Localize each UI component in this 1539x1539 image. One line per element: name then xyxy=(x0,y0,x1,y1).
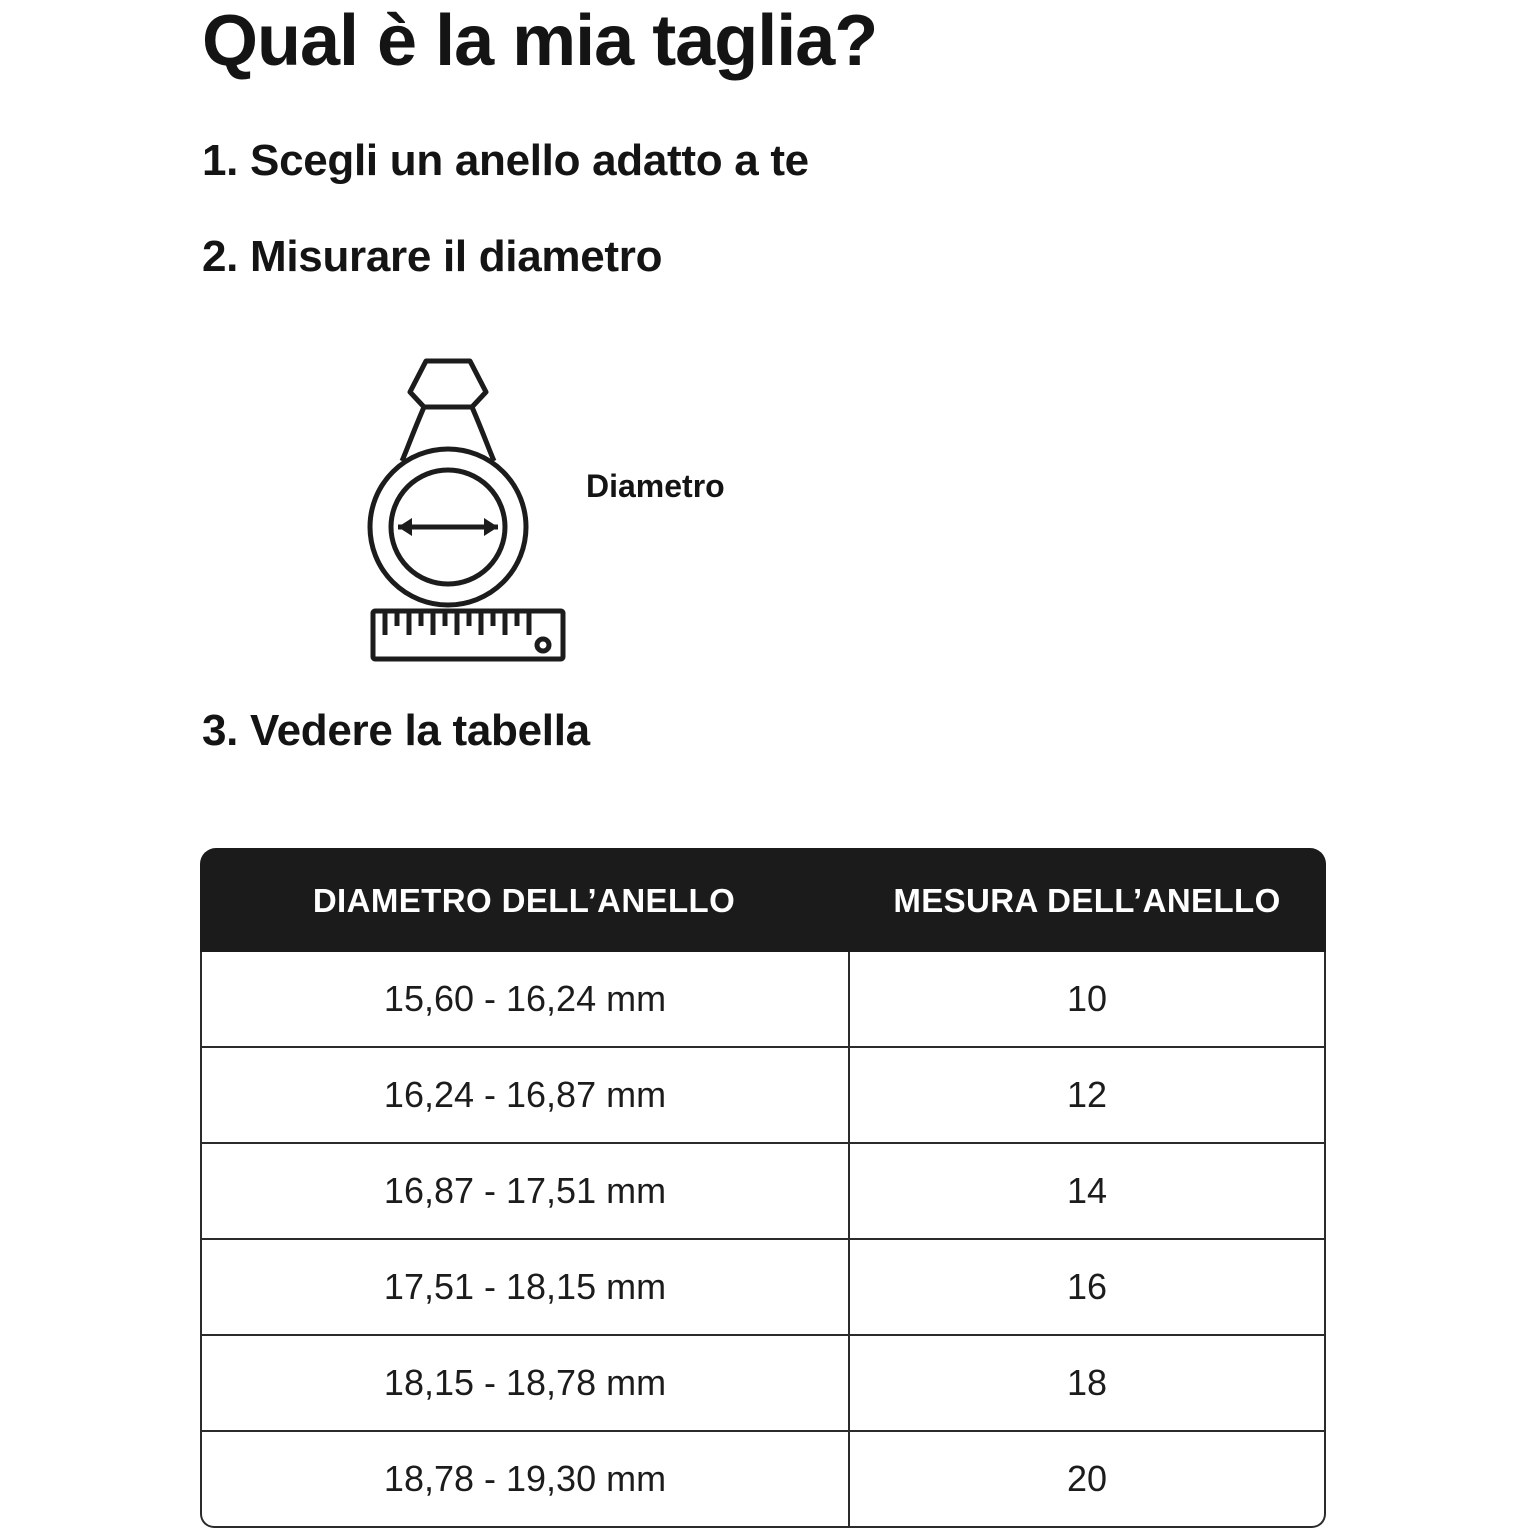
table-row xyxy=(200,1144,1326,1240)
cell-size: 18 xyxy=(848,1336,1326,1432)
cell-diameter: 16,87 - 17,51 mm xyxy=(200,1144,848,1240)
cell-diameter: 17,51 - 18,15 mm xyxy=(200,1240,848,1336)
table-row xyxy=(200,1336,1326,1432)
table-row xyxy=(200,1048,1326,1144)
cell-diameter: 18,15 - 18,78 mm xyxy=(200,1336,848,1432)
step-3-text: 3. Vedere la tabella xyxy=(202,706,590,755)
table-header xyxy=(200,848,1326,952)
diameter-arrow-icon xyxy=(398,518,498,536)
step-2-text: 2. Misurare il diametro xyxy=(202,232,663,281)
cell-diameter: 18,78 - 19,30 mm xyxy=(200,1432,848,1528)
ring-measure-illustration xyxy=(350,335,810,665)
diameter-label: Diametro xyxy=(586,468,725,504)
ring-icon xyxy=(370,361,526,605)
cell-size: 12 xyxy=(848,1048,1326,1144)
cell-size: 10 xyxy=(848,952,1326,1048)
table-body xyxy=(200,952,1326,1528)
page-title: Qual è la mia taglia? xyxy=(202,1,878,81)
table-row xyxy=(200,1240,1326,1336)
cell-diameter: 16,24 - 16,87 mm xyxy=(200,1048,848,1144)
step-1-text: 1. Scegli un anello adatto a te xyxy=(202,136,809,185)
cell-size: 14 xyxy=(848,1144,1326,1240)
column-header-size: MESURA DELL’ANELLO xyxy=(848,848,1326,952)
ring-size-table xyxy=(200,848,1326,1528)
table-header-row xyxy=(200,848,1326,952)
column-header-diameter: DIAMETRO DELL’ANELLO xyxy=(200,848,848,952)
cell-diameter: 15,60 - 16,24 mm xyxy=(200,952,848,1048)
ruler-icon xyxy=(373,611,563,659)
cell-size: 16 xyxy=(848,1240,1326,1336)
table-row xyxy=(200,952,1326,1048)
table-row xyxy=(200,1432,1326,1528)
cell-size: 20 xyxy=(848,1432,1326,1528)
